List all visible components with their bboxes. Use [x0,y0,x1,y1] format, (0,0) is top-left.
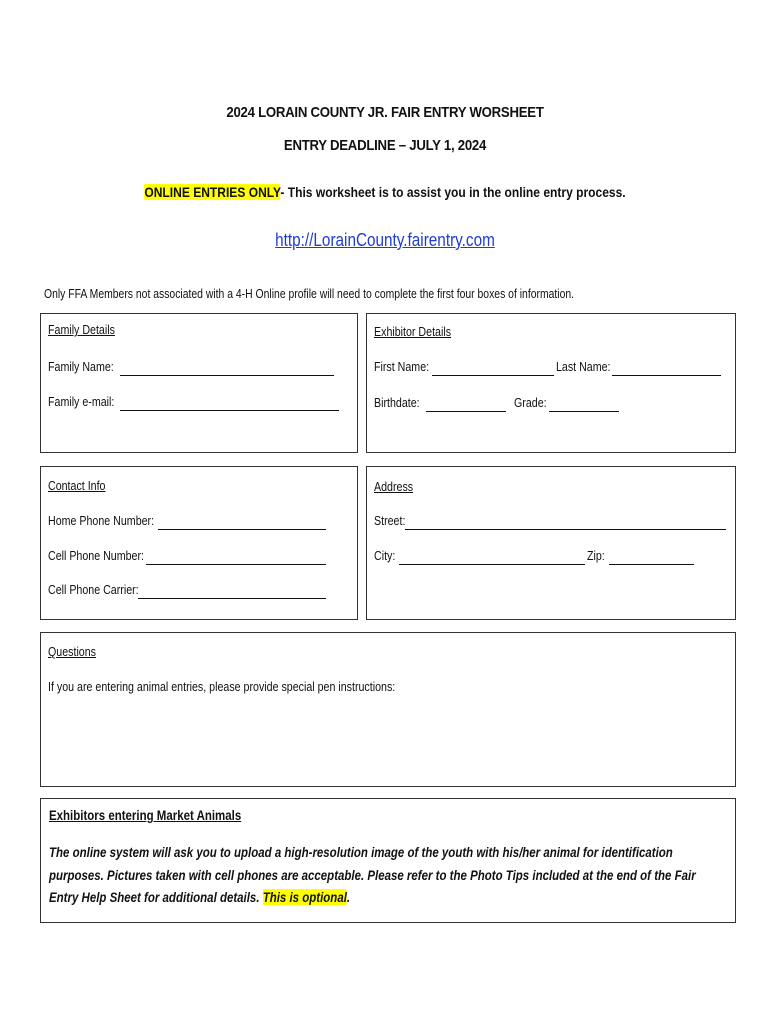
home-phone-field[interactable] [158,529,326,530]
cell-carrier-label: Cell Phone Carrier: [48,582,139,597]
end-punctuation: . [346,889,351,905]
family-name-field[interactable] [120,375,334,376]
exhibitor-details-box [366,313,736,453]
zip-label: Zip: [587,548,605,563]
first-name-field[interactable] [432,375,554,376]
address-heading: Address [374,479,414,494]
street-field[interactable] [405,529,726,530]
last-name-field[interactable] [612,375,721,376]
pen-instructions-label: If you are entering animal entries, please provide special pen instructions: [48,679,396,694]
exhibitor-details-heading: Exhibitor Details [374,324,452,339]
family-details-heading: Family Details [48,322,115,337]
address-box [366,466,736,620]
subtitle-text: - This worksheet is to assist you in the online entry process. [280,184,626,200]
entry-deadline: ENTRY DEADLINE – JULY 1, 2024 [283,137,487,154]
city-label: City: [374,548,396,563]
cell-phone-field[interactable] [146,564,326,565]
birthdate-field[interactable] [426,411,506,412]
contact-info-box [40,466,358,620]
birthdate-label: Birthdate: [374,395,420,410]
subtitle [54,184,716,200]
market-animals-text [49,841,713,909]
questions-box [40,632,736,787]
market-animals-box [40,798,736,923]
grade-field[interactable] [549,411,619,412]
page-title: 2024 LORAIN COUNTY JR. FAIR ENTRY WORSHEET [226,104,544,121]
cell-phone-label: Cell Phone Number: [48,548,144,563]
questions-heading: Questions [48,644,97,659]
market-instructions: The online system will ask you to upload a high-resolution image of the youth with his/her animal for identification purposes. Pictures taken with cell phones are acceptable. Please refer to the Photo Tips included at the end of the Fair Entry Help Sheet for additional details. [49,844,696,905]
family-name-label: Family Name: [48,359,114,374]
home-phone-label: Home Phone Number: [48,513,155,528]
family-details-box [40,313,358,453]
grade-label: Grade: [514,395,547,410]
city-field[interactable] [399,564,585,565]
family-email-label: Family e-mail: [48,394,115,409]
market-animals-heading: Exhibitors entering Market Animals [49,807,242,823]
last-name-label: Last Name: [556,359,611,374]
street-label: Street: [374,513,406,528]
ffa-note: Only FFA Members not associated with a 4-H Online profile will need to complete the first four boxes of information. [44,286,575,301]
family-email-field[interactable] [120,410,339,411]
fairentry-link[interactable]: http://LorainCounty.fairentry.com [275,230,495,250]
cell-carrier-field[interactable] [138,598,326,599]
zip-field[interactable] [609,564,694,565]
contact-info-heading: Contact Info [48,478,106,493]
optional-highlight: This is optional [262,889,347,905]
online-entries-highlight: ONLINE ENTRIES ONLY [144,184,281,200]
first-name-label: First Name: [374,359,430,374]
